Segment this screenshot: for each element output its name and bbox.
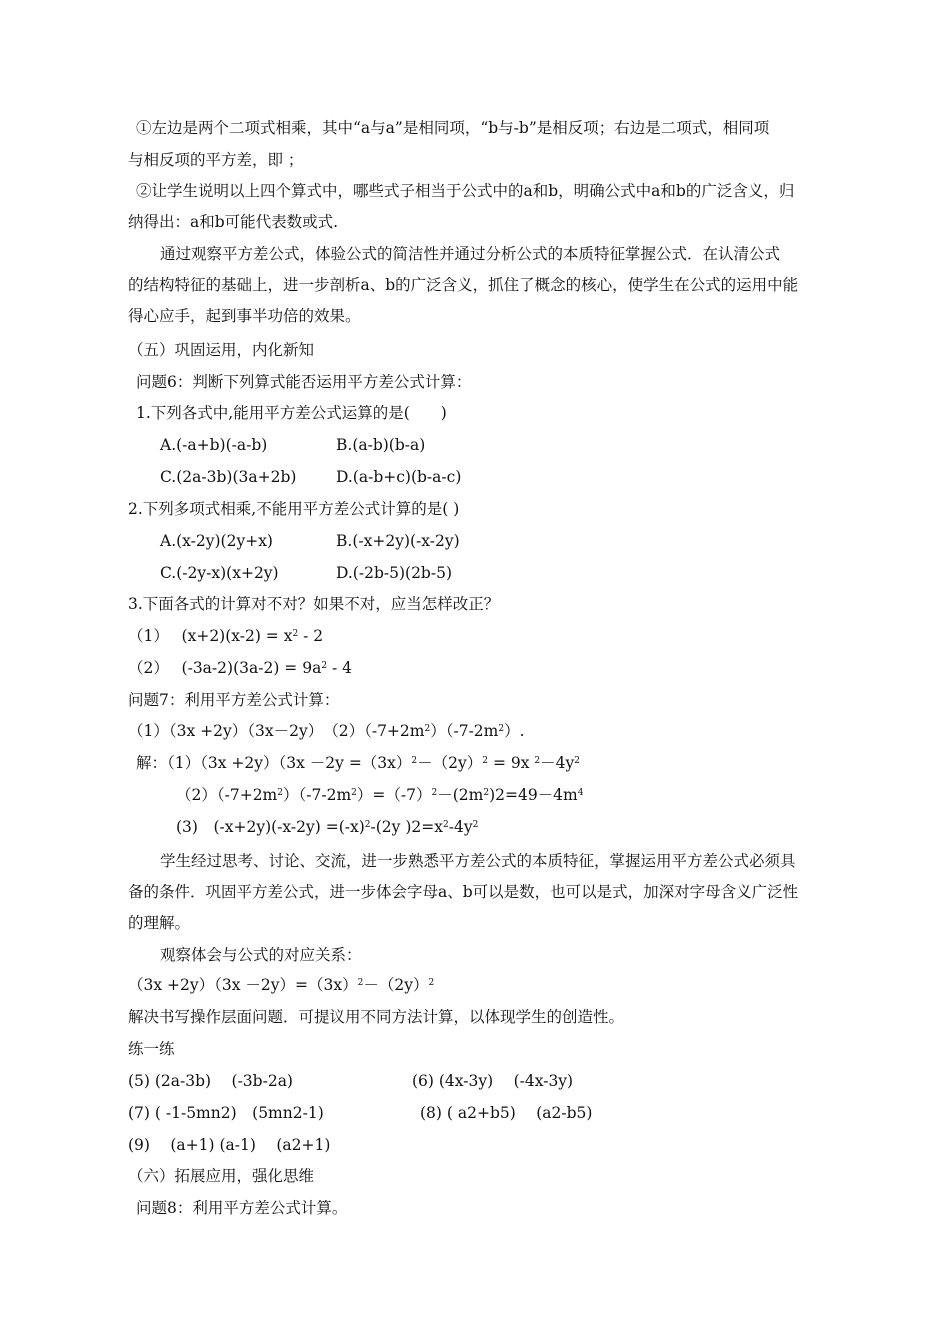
text-line: 通过观察平方差公式，体验公式的简洁性并通过分析公式的本质特征掌握公式．在认清公式 — [160, 245, 781, 263]
option-c: C.(2a-3b)(3a+2b) — [160, 468, 297, 486]
text-line: ②让学生说明以上四个算式中，哪些式子相当于公式中的a和b，明确公式中a和b的广泛含义，归 — [136, 182, 795, 200]
section-heading: （五）巩固运用，内化新知 — [128, 341, 315, 359]
exercise-item: (8) ( a2+b5) (a2-b5) — [420, 1104, 593, 1122]
section-heading: 练一练 — [128, 1040, 175, 1058]
text-line: 备的条件．巩固平方差公式，进一步体会字母a、b可以是数，也可以是式，加深对字母含义广泛性 — [128, 883, 799, 901]
text-line: 的理解。 — [128, 914, 191, 932]
formula-line: （1）（3x +2y）（3x－2y） $(2)(-7+2m^2)(-7-2m^2)$. — [128, 722, 525, 740]
formula-line: $(3x +2y)(3x -2y)=(3x)^2-(2y)^2$ — [128, 976, 435, 994]
exercise-item: (9) (a+1) (a-1) (a2+1) — [128, 1136, 331, 1154]
solution-line: 解：$(1)(3x +2y)(3x -2y =(3x)^2-(2y)^2 = 9x$ $^2-4y^2$ — [136, 754, 580, 772]
solution-line: (3) $(-x+2y)(-x-2y) =(-x)^2-(2y$ )$2=x^2-4y^2$ — [176, 818, 479, 836]
option-b: B.(-x+2y)(-x-2y) — [336, 532, 460, 550]
formula-line: （1） $(x+2)(x-2) = x^2 - 2$ — [128, 627, 324, 645]
question-title: 问题8：利用平方差公式计算。 — [136, 1199, 348, 1217]
option-a: A.(x-2y)(2y+x) — [160, 532, 273, 550]
formula-line: （2） $(-3a-2)(3a-2) = 9a^2 - 4$ — [128, 659, 352, 677]
text-line: 纳得出：a和b可能代表数或式. — [128, 213, 339, 231]
text-line: 学生经过思考、讨论、交流，进一步熟悉平方差公式的本质特征，掌握运用平方差公式必须具 — [160, 852, 796, 870]
question-item: 2.下列多项式相乘,不能用平方差公式计算的是( ) — [128, 500, 460, 518]
solution-line: $(2)(-7+2m^2)(-7-2m^2)=(-7)^2-(2m^2)2=49-4m^4$ — [176, 786, 584, 804]
option-a: A.(-a+b)(-a-b) — [160, 436, 268, 454]
question-title: 问题6：判断下列算式能否运用平方差公式计算： — [136, 373, 472, 391]
option-c: C.(-2y-x)(x+2y) — [160, 564, 279, 582]
section-heading: （六）拓展应用，强化思维 — [128, 1167, 315, 1185]
option-d: D.(a-b+c)(b-a-c) — [336, 468, 462, 486]
text-line: 的结构特征的基础上，进一步剖析a、b的广泛含义，抓住了概念的核心，使学生在公式的运用中能 — [128, 276, 799, 294]
text-line: 得心应手，起到事半功倍的效果。 — [128, 307, 361, 325]
exercise-item: (5) (2a-3b) (-3b-2a) — [128, 1072, 293, 1090]
text-line: ①左边是两个二项式相乘，其中“a与a”是相同项，“b与-b”是相反项；右边是二项式，相同项 — [136, 119, 770, 137]
exercise-item: (7) ( -1-5mn2) (5mn2-1) — [128, 1104, 324, 1122]
exercise-item: (6) (4x-3y) (-4x-3y) — [412, 1072, 574, 1090]
text-line: 观察体会与公式的对应关系： — [160, 946, 362, 964]
question-title: 问题7：利用平方差公式计算： — [128, 691, 340, 709]
option-d: D.(-2b-5)(2b-5) — [336, 564, 452, 582]
question-item: 3.下面各式的计算对不对？如果不对，应当怎样改正？ — [128, 595, 500, 613]
text-line: 解决书写操作层面问题．可提议用不同方法计算，以体现学生的创造性。 — [128, 1008, 625, 1026]
option-b: B.(a-b)(b-a) — [336, 436, 426, 454]
text-line: 与相反项的平方差，即 ； — [128, 151, 304, 169]
question-item: 1.下列各式中,能用平方差公式运算的是( ) — [136, 404, 447, 422]
